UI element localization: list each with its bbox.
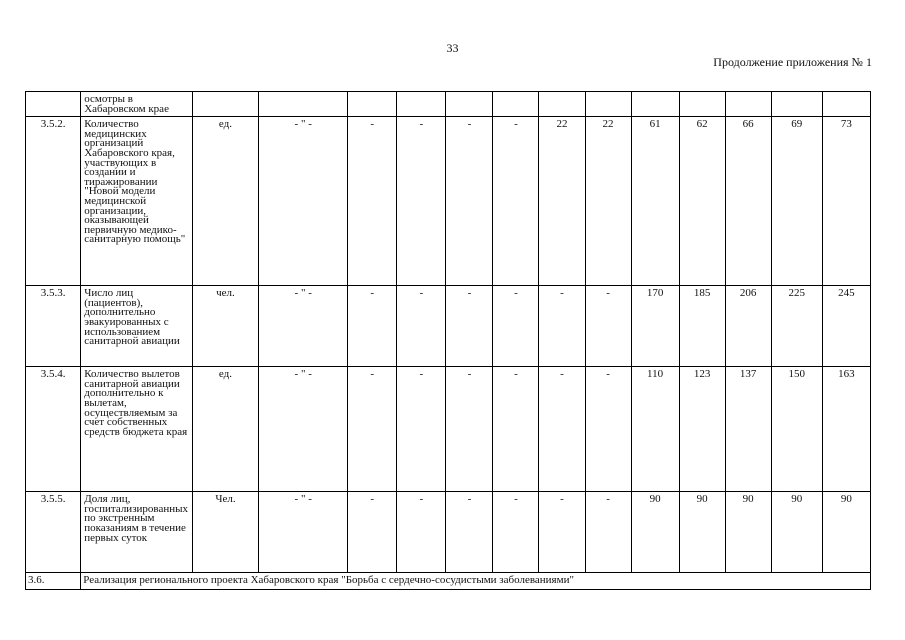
cell-ditto bbox=[259, 92, 348, 117]
cell-value bbox=[822, 92, 870, 117]
cell-value: 206 bbox=[725, 286, 771, 367]
cell-name: осмотры в Хабаровском крае bbox=[81, 92, 193, 117]
cell-value bbox=[493, 92, 539, 117]
cell-value: - bbox=[348, 117, 397, 286]
cell-value: 66 bbox=[725, 117, 771, 286]
cell-value: - bbox=[446, 286, 493, 367]
cell-value bbox=[725, 92, 771, 117]
cell-unit bbox=[192, 92, 258, 117]
appendix-continuation-label: Продолжение приложения № 1 bbox=[713, 55, 872, 69]
cell-ditto: - " - bbox=[259, 286, 348, 367]
cell-value: - bbox=[348, 367, 397, 492]
cell-value: - bbox=[493, 492, 539, 573]
cell-unit: ед. bbox=[192, 367, 258, 492]
cell-value: 90 bbox=[679, 492, 725, 573]
cell-value: 62 bbox=[679, 117, 725, 286]
page-number: 33 bbox=[446, 41, 459, 55]
cell-num: 3.5.2. bbox=[26, 117, 81, 286]
cell-name: Количество вылетов санитарной авиации дополнительно к вылетам, осуществляемым за счет собственных средств бюджета края bbox=[81, 367, 193, 492]
table-row bbox=[26, 492, 871, 573]
cell-name: Число лиц (пациентов), дополнительно эвакуированных с использованием санитарной авиации bbox=[81, 286, 193, 367]
cell-value: 137 bbox=[725, 367, 771, 492]
cell-value bbox=[348, 92, 397, 117]
cell-value: - bbox=[446, 367, 493, 492]
cell-value: - bbox=[348, 286, 397, 367]
cell-value bbox=[679, 92, 725, 117]
cell-num: 3.5.4. bbox=[26, 367, 81, 492]
cell-value: - bbox=[397, 286, 446, 367]
cell-value: 150 bbox=[771, 367, 822, 492]
cell-value: - bbox=[348, 492, 397, 573]
table-row bbox=[26, 117, 871, 286]
cell-value: - bbox=[585, 492, 631, 573]
cell-value: - bbox=[397, 492, 446, 573]
cell-value: - bbox=[446, 117, 493, 286]
cell-value: 90 bbox=[822, 492, 870, 573]
cell-value: 69 bbox=[771, 117, 822, 286]
cell-unit: Чел. bbox=[192, 492, 258, 573]
cell-unit: ед. bbox=[192, 117, 258, 286]
cell-value: - bbox=[539, 286, 585, 367]
cell-value: 90 bbox=[631, 492, 679, 573]
cell-value: - bbox=[539, 492, 585, 573]
table-row bbox=[26, 286, 871, 367]
cell-section-num: 3.6. bbox=[26, 573, 81, 590]
cell-value: - bbox=[397, 367, 446, 492]
cell-value: - bbox=[446, 492, 493, 573]
cell-value: - bbox=[493, 117, 539, 286]
cell-ditto: - " - bbox=[259, 367, 348, 492]
cell-value: 22 bbox=[539, 117, 585, 286]
cell-value bbox=[397, 92, 446, 117]
table-row bbox=[26, 367, 871, 492]
cell-value bbox=[446, 92, 493, 117]
cell-value: 225 bbox=[771, 286, 822, 367]
cell-value: - bbox=[493, 367, 539, 492]
table-row-continued bbox=[26, 92, 871, 117]
cell-value: 245 bbox=[822, 286, 870, 367]
cell-value: 170 bbox=[631, 286, 679, 367]
cell-num: 3.5.3. bbox=[26, 286, 81, 367]
cell-value: 90 bbox=[725, 492, 771, 573]
cell-value: - bbox=[493, 286, 539, 367]
cell-value: 61 bbox=[631, 117, 679, 286]
cell-value bbox=[771, 92, 822, 117]
table-section-row bbox=[26, 573, 871, 590]
cell-unit: чел. bbox=[192, 286, 258, 367]
cell-value: 110 bbox=[631, 367, 679, 492]
cell-value: 90 bbox=[771, 492, 822, 573]
cell-ditto: - " - bbox=[259, 117, 348, 286]
indicators-table bbox=[25, 91, 871, 590]
cell-ditto: - " - bbox=[259, 492, 348, 573]
cell-value: 163 bbox=[822, 367, 870, 492]
cell-num: 3.5.5. bbox=[26, 492, 81, 573]
cell-section-title: Реализация регионального проекта Хабаровского края "Борьба с сердечно-сосудистыми заболеваниями" bbox=[81, 573, 871, 590]
cell-value: 22 bbox=[585, 117, 631, 286]
cell-value: - bbox=[585, 286, 631, 367]
cell-value: 185 bbox=[679, 286, 725, 367]
cell-value: 123 bbox=[679, 367, 725, 492]
cell-value bbox=[631, 92, 679, 117]
cell-name: Доля лиц, госпитализированных по экстренным показаниям в течение первых суток bbox=[81, 492, 193, 573]
cell-value bbox=[539, 92, 585, 117]
cell-value bbox=[585, 92, 631, 117]
cell-value: - bbox=[397, 117, 446, 286]
cell-value: - bbox=[539, 367, 585, 492]
cell-name: Количество медицинских организаций Хабаровского края, участвующих в создании и тиражировании "Новой модели медицинской организации, оказывающей первичную медико-санитарную помощь" bbox=[81, 117, 193, 286]
cell-value: - bbox=[585, 367, 631, 492]
cell-value: 73 bbox=[822, 117, 870, 286]
cell-num bbox=[26, 92, 81, 117]
